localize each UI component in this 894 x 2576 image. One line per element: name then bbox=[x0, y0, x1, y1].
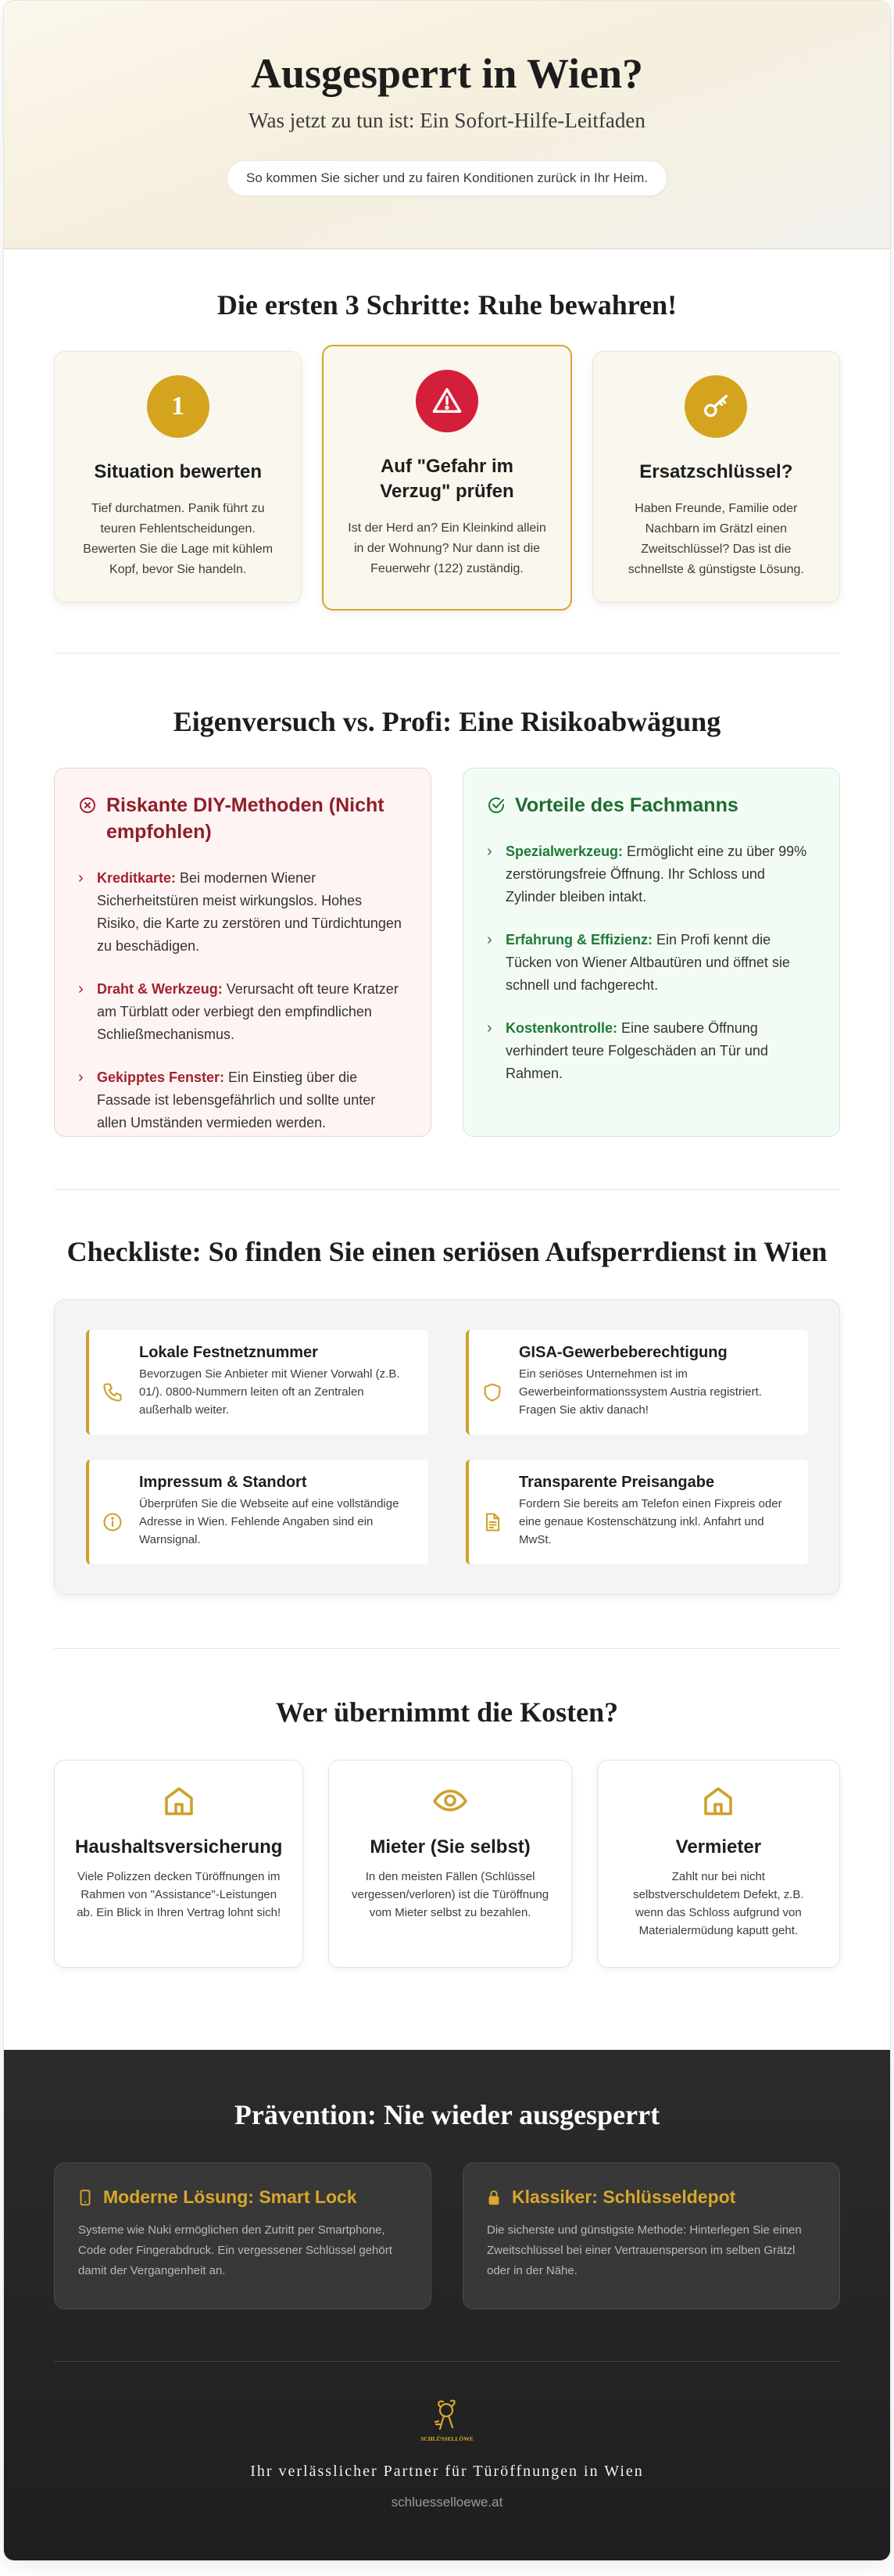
item-term: Kostenkontrolle: bbox=[506, 1020, 618, 1036]
house-icon bbox=[699, 1782, 737, 1820]
step-text: Ist der Herd an? Ein Kleinkind allein in der Wohnung? Nur dann ist die Feuerwehr (122) zuständig. bbox=[348, 521, 546, 575]
item-text: Ermöglicht eine zu über 99% zerstörungsfreie Öffnung. Ihr Schloss und Zylinder bleiben intakt. bbox=[506, 844, 807, 905]
list-item bbox=[487, 1017, 816, 1085]
prevention-card-text: Systeme wie Nuki ermöglichen den Zutritt per Smartphone, Code oder Fingerabdruck. Ein vergessener Schlüssel gehört damit der Vergangenheit an. bbox=[78, 2223, 392, 2277]
item-text: Eine saubere Öffnung verhindert teure Folgeschäden an Tür und Rahmen. bbox=[506, 1020, 768, 1081]
page-subtitle: Was jetzt zu tun ist: Ein Sofort-Hilfe-Leitfaden bbox=[249, 109, 645, 132]
cost-card bbox=[597, 1760, 840, 1968]
prevention-card-text: Die sicherste und günstigste Methode: Hinterlegen Sie einen Zweitschlüssel bei einer Vertrauensperson im selben Grätzl oder in der Nähe. bbox=[487, 2223, 802, 2277]
checklist-item-text: Überprüfen Sie die Webseite auf eine vollständige Adresse in Wien. Fehlende Angaben sind ein Warnsignal. bbox=[139, 1497, 399, 1546]
checklist-item-title: Impressum & Standort bbox=[139, 1474, 307, 1491]
step-text: Tief durchatmen. Panik führt zu teuren Fehlentscheidungen. Bewerten Sie die Lage mit kühlem Kopf, bevor Sie handeln. bbox=[83, 502, 274, 576]
page bbox=[3, 0, 891, 2561]
checklist-item-text: Bevorzugen Sie Anbieter mit Wiener Vorwahl (z.B. 01/). 0800-Nummern leiten oft an Zentralen außerhalb weiter. bbox=[139, 1367, 400, 1417]
prevention-section bbox=[4, 2050, 890, 2560]
prevention-card-title: Klassiker: Schlüsseldepot bbox=[512, 2187, 736, 2207]
costs-columns bbox=[54, 1760, 840, 1968]
chevron-right-icon: › bbox=[487, 931, 492, 948]
eye-icon bbox=[431, 1782, 469, 1820]
checklist-item-text: Ein seriöses Unternehmen ist im Gewerbeinformationssystem Austria registriert. Fragen Sie aktiv danach! bbox=[519, 1367, 762, 1417]
steps-section bbox=[4, 249, 890, 653]
item-term: Kreditkarte: bbox=[97, 870, 177, 886]
step-title: Ersatzschlüssel? bbox=[639, 461, 793, 482]
checklist-item bbox=[466, 1330, 808, 1435]
item-text: Ein Profi kennt die Tücken von Wiener Altbautüren und öffnet sie schnell und fachgerecht. bbox=[506, 932, 790, 993]
page-title: Ausgesperrt in Wien? bbox=[250, 50, 644, 97]
key-icon bbox=[685, 375, 747, 438]
footer-domain-link[interactable]: schluesselloewe.at bbox=[391, 2495, 503, 2510]
item-term: Draht & Werkzeug: bbox=[97, 981, 223, 997]
shield-icon bbox=[481, 1381, 503, 1403]
step-card bbox=[54, 351, 302, 603]
smartphone-icon bbox=[78, 2189, 92, 2206]
item-term: Gekipptes Fenster: bbox=[97, 1069, 225, 1085]
cost-text: In den meisten Fällen (Schlüssel vergessen/verloren) ist die Türöffnung vom Mieter selbst zu bezahlen. bbox=[352, 1870, 549, 1919]
hero-header bbox=[4, 1, 890, 249]
padlock-icon bbox=[487, 2189, 501, 2206]
diy-heading bbox=[78, 792, 407, 845]
item-term: Spezialwerkzeug: bbox=[506, 844, 624, 859]
pro-list bbox=[487, 840, 816, 1085]
list-item bbox=[487, 929, 816, 997]
checklist-item-title: Lokale Festnetznummer bbox=[139, 1344, 318, 1361]
checklist-title: Checkliste: So finden Sie einen seriösen Aufsperrdienst in Wien bbox=[66, 1236, 828, 1267]
cost-card bbox=[328, 1760, 571, 1968]
chevron-right-icon: › bbox=[78, 1069, 84, 1086]
cost-title: Haushaltsversicherung bbox=[75, 1836, 283, 1858]
chevron-right-icon: › bbox=[487, 1019, 492, 1037]
prevention-card-title: Moderne Lösung: Smart Lock bbox=[103, 2187, 357, 2207]
chevron-right-icon: › bbox=[487, 843, 492, 860]
prevention-card bbox=[54, 2162, 431, 2309]
cost-title: Mieter (Sie selbst) bbox=[370, 1836, 531, 1858]
prevention-card-heading bbox=[487, 2187, 816, 2208]
step-text: Haben Freunde, Familie oder Nachbarn im Grätzl einen Zweitschlüssel? Das ist die schnellste & günstigste Lösung. bbox=[628, 502, 804, 576]
house-icon bbox=[160, 1782, 198, 1820]
step-card-highlight bbox=[322, 345, 571, 611]
checklist-grid bbox=[86, 1330, 808, 1564]
checklist-item-title: GISA-Gewerbeberechtigung bbox=[519, 1344, 728, 1361]
pro-card bbox=[463, 768, 840, 1137]
steps-title: Die ersten 3 Schritte: Ruhe bewahren! bbox=[216, 289, 678, 321]
costs-section bbox=[4, 1649, 890, 2050]
checklist-item bbox=[466, 1460, 808, 1564]
list-item bbox=[78, 1066, 407, 1134]
prevention-card-heading bbox=[78, 2187, 407, 2208]
intro-pill: So kommen Sie sicher und zu fairen Konditionen zurück in Ihr Heim. bbox=[227, 161, 667, 195]
cost-title: Vermieter bbox=[675, 1836, 762, 1858]
step-title: Situation bewerten bbox=[94, 461, 262, 482]
step-title: Auf "Gefahr im Verzug" prüfen bbox=[380, 456, 514, 502]
steps-list bbox=[54, 351, 840, 611]
cost-text: Viele Polizzen decken Türöffnungen im Rahmen von "Assistance"-Leistungen ab. Ein Blick in Ihren Vertrag lohnt sich! bbox=[77, 1870, 281, 1919]
document-icon bbox=[481, 1511, 503, 1533]
footer bbox=[54, 2362, 840, 2510]
step-card bbox=[592, 351, 840, 603]
list-item bbox=[78, 867, 407, 958]
pro-heading bbox=[487, 792, 816, 819]
checklist-box bbox=[54, 1299, 840, 1595]
checklist-section bbox=[4, 1190, 890, 1648]
item-text: Bei modernen Wiener Sicherheitstüren meist wirkungslos. Hohes Risiko, die Karte zu zerstören und Türdichtungen zu beschädigen. bbox=[97, 870, 402, 954]
info-icon bbox=[102, 1511, 123, 1533]
x-circle-icon bbox=[78, 796, 97, 815]
prevention-title: Prävention: Nie wieder ausgesperrt bbox=[234, 2099, 660, 2130]
chevron-right-icon: › bbox=[78, 980, 84, 998]
checklist-item-text: Fordern Sie bereits am Telefon einen Fixpreis oder eine genaue Kostenschätzung inkl. Anfahrt und MwSt. bbox=[519, 1497, 782, 1546]
diy-heading-text: Riskante DIY-Methoden (Nicht empfohlen) bbox=[106, 794, 384, 843]
item-term: Erfahrung & Effizienz: bbox=[506, 932, 653, 948]
lion-logo bbox=[420, 2398, 474, 2445]
prevention-columns bbox=[54, 2162, 840, 2309]
phone-icon bbox=[102, 1381, 123, 1403]
diy-list bbox=[78, 867, 407, 1134]
risk-columns bbox=[54, 768, 840, 1137]
list-item bbox=[78, 978, 407, 1046]
checklist-item-title: Transparente Preisangabe bbox=[519, 1474, 715, 1491]
pro-heading-text: Vorteile des Fachmanns bbox=[515, 794, 738, 816]
risk-title: Eigenversuch vs. Profi: Eine Risikoabwägung bbox=[173, 706, 721, 737]
diy-card bbox=[54, 768, 431, 1137]
checklist-item bbox=[86, 1460, 428, 1564]
item-text: Verursacht oft teure Kratzer am Türblatt oder verbiegt den empfindlichen Schließmechanismus. bbox=[97, 981, 399, 1042]
list-item bbox=[487, 840, 816, 908]
checklist-item bbox=[86, 1330, 428, 1435]
risk-section bbox=[4, 654, 890, 1189]
footer-tagline: Ihr verlässlicher Partner für Türöffnungen in Wien bbox=[250, 2463, 644, 2480]
chevron-right-icon: › bbox=[78, 869, 84, 887]
item-text: Ein Einstieg über die Fassade ist lebensgefährlich und sollte unter allen Umständen vermieden werden. bbox=[97, 1069, 376, 1130]
number-one-icon: 1 bbox=[147, 375, 209, 438]
svg-text:SCHLÜSSELLÖWE: SCHLÜSSELLÖWE bbox=[420, 2435, 474, 2442]
check-circle-icon bbox=[487, 796, 506, 815]
costs-title: Wer übernimmt die Kosten? bbox=[275, 1696, 619, 1728]
cost-text: Zahlt nur bei nicht selbstverschuldetem Defekt, z.B. wenn das Schloss aufgrund von Materialermüdung kaputt geht. bbox=[633, 1870, 804, 1937]
warning-triangle-icon bbox=[416, 370, 478, 432]
cost-card bbox=[54, 1760, 303, 1968]
prevention-card bbox=[463, 2162, 840, 2309]
